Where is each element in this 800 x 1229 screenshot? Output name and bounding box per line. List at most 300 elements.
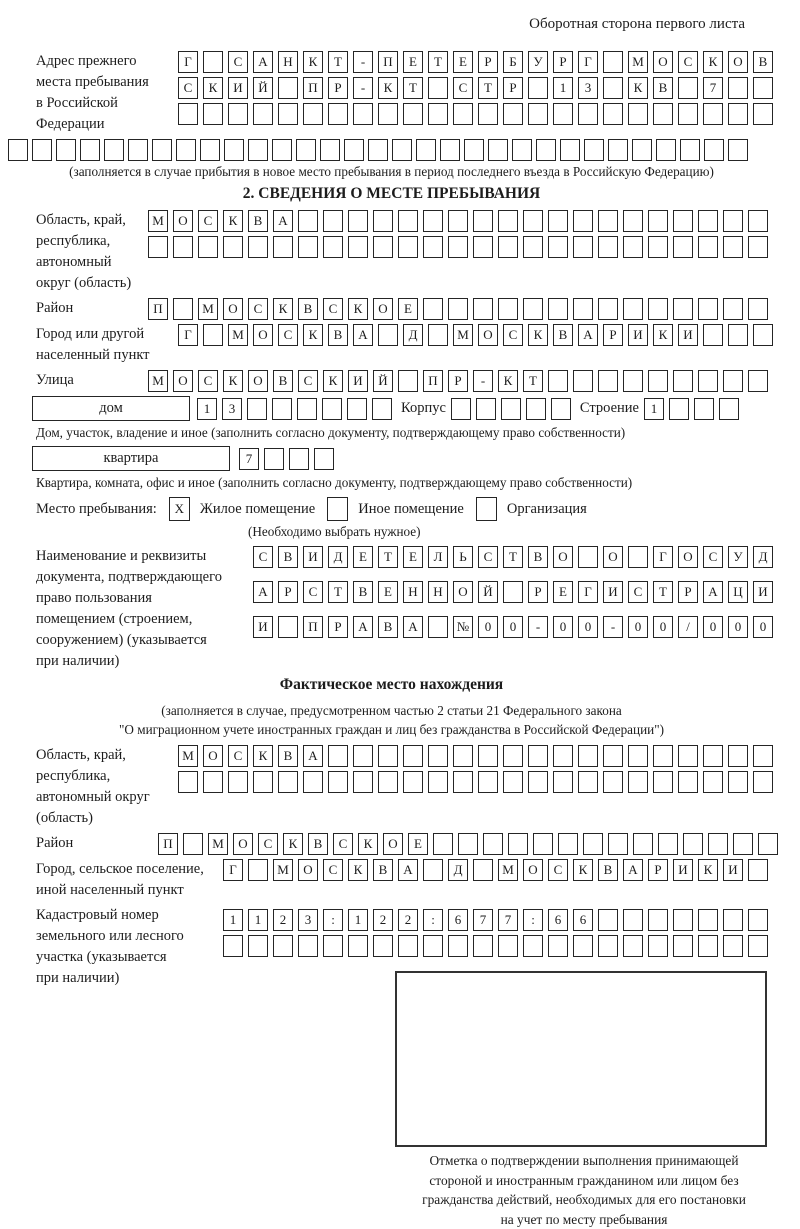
char-cell[interactable]: М xyxy=(228,324,248,346)
char-cell[interactable] xyxy=(32,139,52,161)
char-cell[interactable]: А xyxy=(353,324,373,346)
char-cell[interactable]: К xyxy=(498,370,518,392)
char-cell[interactable]: К xyxy=(573,859,593,881)
char-cell[interactable]: К xyxy=(698,859,718,881)
char-cell[interactable] xyxy=(323,210,343,232)
char-cell[interactable] xyxy=(56,139,76,161)
char-cell[interactable]: : xyxy=(423,909,443,931)
char-cell[interactable] xyxy=(648,370,668,392)
char-cell[interactable] xyxy=(673,236,693,258)
char-cell[interactable]: С xyxy=(198,370,218,392)
char-cell[interactable]: М xyxy=(148,370,168,392)
char-cell[interactable] xyxy=(398,236,418,258)
char-cell[interactable] xyxy=(353,103,373,125)
char-cell[interactable]: О xyxy=(298,859,318,881)
char-cell[interactable]: 6 xyxy=(548,909,568,931)
char-cell[interactable]: О xyxy=(728,51,748,73)
char-cell[interactable]: Д xyxy=(448,859,468,881)
char-cell[interactable]: В xyxy=(653,77,673,99)
char-cell[interactable]: О xyxy=(653,51,673,73)
char-cell[interactable] xyxy=(272,139,292,161)
char-cell[interactable] xyxy=(678,103,698,125)
char-cell[interactable]: М xyxy=(198,298,218,320)
char-cell[interactable] xyxy=(314,448,334,470)
char-cell[interactable]: О xyxy=(453,581,473,603)
char-cell[interactable] xyxy=(298,236,318,258)
char-cell[interactable] xyxy=(478,745,498,767)
char-cell[interactable] xyxy=(247,398,267,420)
char-cell[interactable] xyxy=(698,210,718,232)
char-cell[interactable]: С xyxy=(503,324,523,346)
char-cell[interactable]: А xyxy=(703,581,723,603)
char-cell[interactable]: Р xyxy=(503,77,523,99)
char-cell[interactable]: Д xyxy=(328,546,348,568)
char-cell[interactable] xyxy=(598,236,618,258)
char-cell[interactable]: В xyxy=(373,859,393,881)
char-cell[interactable]: 0 xyxy=(653,616,673,638)
char-cell[interactable] xyxy=(512,139,532,161)
char-cell[interactable]: Г xyxy=(653,546,673,568)
char-cell[interactable]: С xyxy=(323,298,343,320)
char-cell[interactable]: Р xyxy=(553,51,573,73)
char-cell[interactable]: В xyxy=(273,370,293,392)
char-cell[interactable]: П xyxy=(158,833,178,855)
char-cell[interactable] xyxy=(608,139,628,161)
char-cell[interactable]: Р xyxy=(603,324,623,346)
char-cell[interactable]: Й xyxy=(373,370,393,392)
char-cell[interactable]: Е xyxy=(553,581,573,603)
stay-other-checkbox[interactable] xyxy=(327,497,348,521)
char-cell[interactable]: Т xyxy=(428,51,448,73)
char-cell[interactable] xyxy=(508,833,528,855)
char-cell[interactable]: Н xyxy=(428,581,448,603)
char-cell[interactable] xyxy=(704,139,724,161)
char-cell[interactable] xyxy=(473,236,493,258)
char-cell[interactable]: Е xyxy=(408,833,428,855)
char-cell[interactable]: К xyxy=(223,370,243,392)
char-cell[interactable] xyxy=(753,771,773,793)
char-cell[interactable] xyxy=(428,77,448,99)
char-cell[interactable]: Н xyxy=(278,51,298,73)
char-cell[interactable] xyxy=(628,745,648,767)
char-cell[interactable]: О xyxy=(248,370,268,392)
char-cell[interactable] xyxy=(451,398,471,420)
char-cell[interactable]: Р xyxy=(678,581,698,603)
char-cell[interactable] xyxy=(656,139,676,161)
char-cell[interactable] xyxy=(603,77,623,99)
char-cell[interactable]: 2 xyxy=(373,909,393,931)
char-cell[interactable]: О xyxy=(678,546,698,568)
char-cell[interactable] xyxy=(373,236,393,258)
char-cell[interactable]: К xyxy=(283,833,303,855)
char-cell[interactable]: Ц xyxy=(728,581,748,603)
char-cell[interactable] xyxy=(523,935,543,957)
char-cell[interactable] xyxy=(228,103,248,125)
char-cell[interactable] xyxy=(653,745,673,767)
char-cell[interactable]: О xyxy=(223,298,243,320)
char-cell[interactable]: К xyxy=(203,77,223,99)
char-cell[interactable]: 0 xyxy=(503,616,523,638)
char-cell[interactable]: Й xyxy=(478,581,498,603)
char-cell[interactable]: Г xyxy=(178,324,198,346)
char-cell[interactable]: К xyxy=(223,210,243,232)
char-cell[interactable] xyxy=(298,935,318,957)
char-cell[interactable] xyxy=(603,103,623,125)
char-cell[interactable]: 0 xyxy=(578,616,598,638)
char-cell[interactable] xyxy=(728,77,748,99)
char-cell[interactable]: 7 xyxy=(498,909,518,931)
char-cell[interactable]: К xyxy=(378,77,398,99)
char-cell[interactable] xyxy=(603,51,623,73)
char-cell[interactable]: 0 xyxy=(703,616,723,638)
char-cell[interactable]: О xyxy=(603,546,623,568)
char-cell[interactable] xyxy=(378,103,398,125)
char-cell[interactable] xyxy=(523,298,543,320)
char-cell[interactable]: У xyxy=(528,51,548,73)
char-cell[interactable]: О xyxy=(253,324,273,346)
char-cell[interactable] xyxy=(632,139,652,161)
char-cell[interactable] xyxy=(473,935,493,957)
char-cell[interactable] xyxy=(423,859,443,881)
char-cell[interactable] xyxy=(200,139,220,161)
char-cell[interactable] xyxy=(403,103,423,125)
char-cell[interactable] xyxy=(548,935,568,957)
char-cell[interactable] xyxy=(728,745,748,767)
char-cell[interactable] xyxy=(348,236,368,258)
char-cell[interactable]: К xyxy=(703,51,723,73)
char-cell[interactable]: С xyxy=(278,324,298,346)
char-cell[interactable] xyxy=(683,833,703,855)
char-cell[interactable] xyxy=(598,370,618,392)
char-cell[interactable]: Ь xyxy=(453,546,473,568)
char-cell[interactable] xyxy=(673,370,693,392)
char-cell[interactable] xyxy=(558,833,578,855)
char-cell[interactable]: - xyxy=(528,616,548,638)
char-cell[interactable]: 7 xyxy=(473,909,493,931)
char-cell[interactable] xyxy=(373,210,393,232)
char-cell[interactable]: В xyxy=(328,324,348,346)
char-cell[interactable] xyxy=(278,103,298,125)
char-cell[interactable] xyxy=(723,236,743,258)
char-cell[interactable]: Л xyxy=(428,546,448,568)
char-cell[interactable] xyxy=(278,77,298,99)
char-cell[interactable]: В xyxy=(378,616,398,638)
char-cell[interactable]: / xyxy=(678,616,698,638)
char-cell[interactable]: О xyxy=(553,546,573,568)
char-cell[interactable]: К xyxy=(348,859,368,881)
char-cell[interactable]: А xyxy=(623,859,643,881)
char-cell[interactable] xyxy=(423,236,443,258)
char-cell[interactable]: И xyxy=(228,77,248,99)
char-cell[interactable]: С xyxy=(253,546,273,568)
char-cell[interactable] xyxy=(428,616,448,638)
char-cell[interactable]: К xyxy=(358,833,378,855)
char-cell[interactable]: В xyxy=(553,324,573,346)
char-cell[interactable] xyxy=(623,370,643,392)
char-cell[interactable]: В xyxy=(753,51,773,73)
stay-organization-checkbox[interactable] xyxy=(476,497,497,521)
char-cell[interactable] xyxy=(528,103,548,125)
char-cell[interactable] xyxy=(753,103,773,125)
char-cell[interactable]: Р xyxy=(478,51,498,73)
char-cell[interactable] xyxy=(523,210,543,232)
char-cell[interactable] xyxy=(748,859,768,881)
char-cell[interactable]: Е xyxy=(378,581,398,603)
char-cell[interactable] xyxy=(623,210,643,232)
char-cell[interactable]: Б xyxy=(503,51,523,73)
char-cell[interactable]: С xyxy=(228,51,248,73)
char-cell[interactable]: П xyxy=(378,51,398,73)
char-cell[interactable] xyxy=(353,745,373,767)
char-cell[interactable] xyxy=(416,139,436,161)
char-cell[interactable] xyxy=(378,324,398,346)
char-cell[interactable] xyxy=(273,935,293,957)
char-cell[interactable]: А xyxy=(253,51,273,73)
char-cell[interactable]: Г xyxy=(223,859,243,881)
char-cell[interactable] xyxy=(498,210,518,232)
char-cell[interactable] xyxy=(278,771,298,793)
char-cell[interactable] xyxy=(623,298,643,320)
char-cell[interactable] xyxy=(503,745,523,767)
char-cell[interactable] xyxy=(448,210,468,232)
char-cell[interactable] xyxy=(578,745,598,767)
char-cell[interactable] xyxy=(553,103,573,125)
char-cell[interactable]: О xyxy=(478,324,498,346)
char-cell[interactable]: М xyxy=(148,210,168,232)
char-cell[interactable]: 1 xyxy=(348,909,368,931)
char-cell[interactable] xyxy=(758,833,778,855)
char-cell[interactable] xyxy=(753,77,773,99)
char-cell[interactable]: С xyxy=(628,581,648,603)
char-cell[interactable] xyxy=(148,236,168,258)
char-cell[interactable]: С xyxy=(548,859,568,881)
char-cell[interactable]: Т xyxy=(328,581,348,603)
char-cell[interactable]: 2 xyxy=(398,909,418,931)
char-cell[interactable] xyxy=(228,771,248,793)
char-cell[interactable]: О xyxy=(523,859,543,881)
char-cell[interactable] xyxy=(551,398,571,420)
char-cell[interactable]: 0 xyxy=(553,616,573,638)
char-cell[interactable] xyxy=(298,210,318,232)
char-cell[interactable] xyxy=(553,771,573,793)
char-cell[interactable]: К xyxy=(528,324,548,346)
char-cell[interactable] xyxy=(303,103,323,125)
char-cell[interactable] xyxy=(478,771,498,793)
char-cell[interactable] xyxy=(573,935,593,957)
char-cell[interactable]: Т xyxy=(503,546,523,568)
char-cell[interactable]: : xyxy=(323,909,343,931)
char-cell[interactable] xyxy=(678,771,698,793)
char-cell[interactable] xyxy=(440,139,460,161)
char-cell[interactable] xyxy=(303,771,323,793)
char-cell[interactable] xyxy=(733,833,753,855)
char-cell[interactable] xyxy=(678,745,698,767)
char-cell[interactable]: Р xyxy=(328,77,348,99)
char-cell[interactable] xyxy=(152,139,172,161)
char-cell[interactable] xyxy=(289,448,309,470)
char-cell[interactable] xyxy=(264,448,284,470)
char-cell[interactable]: 1 xyxy=(223,909,243,931)
char-cell[interactable]: М xyxy=(628,51,648,73)
char-cell[interactable] xyxy=(703,103,723,125)
char-cell[interactable] xyxy=(748,935,768,957)
char-cell[interactable]: П xyxy=(303,77,323,99)
char-cell[interactable] xyxy=(703,324,723,346)
char-cell[interactable]: А xyxy=(273,210,293,232)
char-cell[interactable] xyxy=(203,324,223,346)
char-cell[interactable] xyxy=(296,139,316,161)
char-cell[interactable]: И xyxy=(628,324,648,346)
char-cell[interactable]: К xyxy=(348,298,368,320)
char-cell[interactable] xyxy=(578,771,598,793)
char-cell[interactable]: Т xyxy=(328,51,348,73)
apartment-type-box[interactable]: квартира xyxy=(32,446,230,471)
char-cell[interactable] xyxy=(553,745,573,767)
char-cell[interactable] xyxy=(723,298,743,320)
char-cell[interactable] xyxy=(694,398,714,420)
char-cell[interactable]: Р xyxy=(648,859,668,881)
char-cell[interactable] xyxy=(503,771,523,793)
char-cell[interactable] xyxy=(669,398,689,420)
char-cell[interactable] xyxy=(398,370,418,392)
char-cell[interactable]: К xyxy=(303,324,323,346)
char-cell[interactable] xyxy=(253,771,273,793)
char-cell[interactable]: 1 xyxy=(553,77,573,99)
char-cell[interactable]: В xyxy=(353,581,373,603)
char-cell[interactable] xyxy=(728,139,748,161)
char-cell[interactable] xyxy=(536,139,556,161)
char-cell[interactable] xyxy=(628,103,648,125)
char-cell[interactable]: В xyxy=(278,745,298,767)
char-cell[interactable]: 7 xyxy=(239,448,259,470)
char-cell[interactable]: А xyxy=(398,859,418,881)
char-cell[interactable] xyxy=(423,298,443,320)
char-cell[interactable] xyxy=(347,398,367,420)
char-cell[interactable]: И xyxy=(723,859,743,881)
char-cell[interactable]: Р xyxy=(448,370,468,392)
char-cell[interactable]: В xyxy=(598,859,618,881)
char-cell[interactable]: Н xyxy=(403,581,423,603)
char-cell[interactable] xyxy=(183,833,203,855)
char-cell[interactable] xyxy=(583,833,603,855)
char-cell[interactable] xyxy=(428,745,448,767)
char-cell[interactable] xyxy=(223,236,243,258)
char-cell[interactable]: К xyxy=(253,745,273,767)
char-cell[interactable] xyxy=(433,833,453,855)
char-cell[interactable] xyxy=(548,210,568,232)
char-cell[interactable] xyxy=(748,298,768,320)
char-cell[interactable] xyxy=(698,909,718,931)
char-cell[interactable] xyxy=(748,370,768,392)
char-cell[interactable]: 0 xyxy=(478,616,498,638)
char-cell[interactable] xyxy=(623,935,643,957)
char-cell[interactable] xyxy=(608,833,628,855)
char-cell[interactable]: Е xyxy=(398,298,418,320)
char-cell[interactable]: - xyxy=(353,51,373,73)
char-cell[interactable] xyxy=(748,210,768,232)
char-cell[interactable] xyxy=(403,745,423,767)
char-cell[interactable] xyxy=(272,398,292,420)
char-cell[interactable]: - xyxy=(473,370,493,392)
char-cell[interactable] xyxy=(176,139,196,161)
char-cell[interactable] xyxy=(673,210,693,232)
char-cell[interactable]: П xyxy=(423,370,443,392)
char-cell[interactable] xyxy=(392,139,412,161)
char-cell[interactable] xyxy=(578,546,598,568)
char-cell[interactable]: В xyxy=(298,298,318,320)
char-cell[interactable]: 3 xyxy=(298,909,318,931)
char-cell[interactable] xyxy=(8,139,28,161)
char-cell[interactable] xyxy=(473,298,493,320)
char-cell[interactable] xyxy=(603,771,623,793)
char-cell[interactable]: Й xyxy=(253,77,273,99)
char-cell[interactable] xyxy=(673,909,693,931)
char-cell[interactable]: У xyxy=(728,546,748,568)
char-cell[interactable] xyxy=(523,236,543,258)
char-cell[interactable]: А xyxy=(253,581,273,603)
char-cell[interactable]: 6 xyxy=(573,909,593,931)
char-cell[interactable] xyxy=(478,103,498,125)
char-cell[interactable] xyxy=(373,935,393,957)
char-cell[interactable] xyxy=(708,833,728,855)
char-cell[interactable] xyxy=(253,103,273,125)
char-cell[interactable] xyxy=(278,616,298,638)
char-cell[interactable] xyxy=(648,236,668,258)
char-cell[interactable]: Е xyxy=(453,51,473,73)
char-cell[interactable] xyxy=(476,398,496,420)
char-cell[interactable] xyxy=(353,771,373,793)
char-cell[interactable]: О xyxy=(233,833,253,855)
char-cell[interactable] xyxy=(198,236,218,258)
char-cell[interactable] xyxy=(623,909,643,931)
char-cell[interactable]: - xyxy=(603,616,623,638)
char-cell[interactable] xyxy=(573,236,593,258)
char-cell[interactable] xyxy=(498,236,518,258)
char-cell[interactable] xyxy=(473,210,493,232)
char-cell[interactable] xyxy=(528,77,548,99)
char-cell[interactable] xyxy=(698,370,718,392)
char-cell[interactable] xyxy=(473,859,493,881)
char-cell[interactable] xyxy=(173,236,193,258)
char-cell[interactable] xyxy=(598,909,618,931)
char-cell[interactable] xyxy=(719,398,739,420)
char-cell[interactable] xyxy=(428,771,448,793)
char-cell[interactable] xyxy=(398,210,418,232)
char-cell[interactable]: 0 xyxy=(753,616,773,638)
char-cell[interactable] xyxy=(533,833,553,855)
char-cell[interactable]: П xyxy=(148,298,168,320)
char-cell[interactable]: Г xyxy=(578,581,598,603)
char-cell[interactable] xyxy=(248,139,268,161)
char-cell[interactable]: М xyxy=(208,833,228,855)
char-cell[interactable]: Е xyxy=(353,546,373,568)
char-cell[interactable] xyxy=(673,935,693,957)
char-cell[interactable]: 1 xyxy=(197,398,217,420)
char-cell[interactable]: № xyxy=(453,616,473,638)
char-cell[interactable] xyxy=(748,236,768,258)
char-cell[interactable] xyxy=(320,139,340,161)
char-cell[interactable]: 3 xyxy=(222,398,242,420)
char-cell[interactable]: И xyxy=(253,616,273,638)
char-cell[interactable] xyxy=(328,771,348,793)
char-cell[interactable] xyxy=(503,581,523,603)
char-cell[interactable] xyxy=(501,398,521,420)
char-cell[interactable] xyxy=(248,859,268,881)
char-cell[interactable] xyxy=(528,771,548,793)
char-cell[interactable]: И xyxy=(673,859,693,881)
char-cell[interactable]: В xyxy=(308,833,328,855)
char-cell[interactable]: К xyxy=(653,324,673,346)
